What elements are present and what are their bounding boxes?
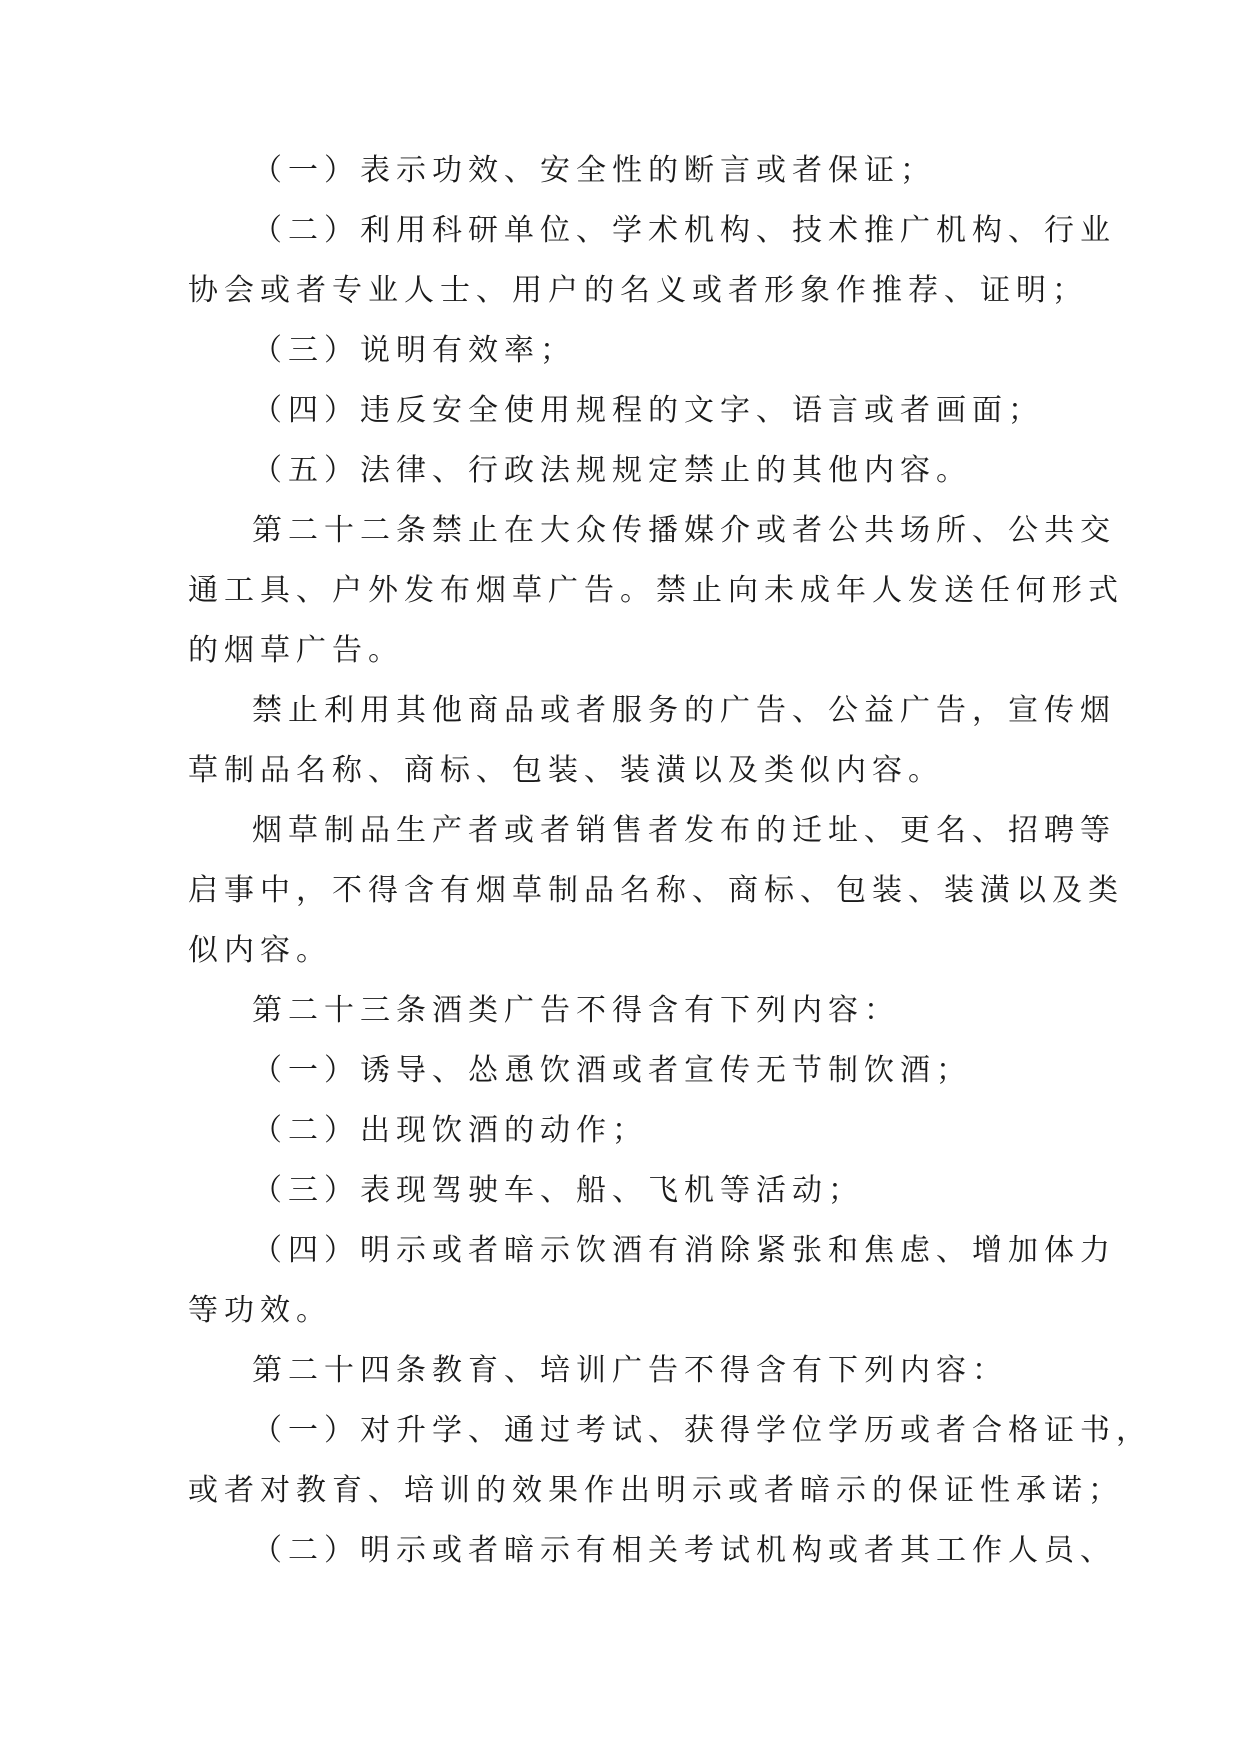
paragraph-line: 草制品名称、商标、包装、装潢以及类似内容。	[188, 753, 944, 788]
paragraph-line: （一）表示功效、安全性的断言或者保证；	[252, 153, 936, 188]
paragraph-line: （四）违反安全使用规程的文字、语言或者画面；	[252, 393, 1044, 428]
paragraph-line: 的烟草广告。	[188, 633, 404, 668]
paragraph-line: （三）表现驾驶车、船、飞机等活动；	[252, 1173, 864, 1208]
paragraph-line: 似内容。	[188, 933, 332, 968]
paragraph-line: （四）明示或者暗示饮酒有消除紧张和焦虑、增加体力	[252, 1233, 1116, 1268]
paragraph-line: （二）明示或者暗示有相关考试机构或者其工作人员、	[252, 1533, 1116, 1568]
document-page	[188, 141, 1152, 1581]
paragraph-line: （二）出现饮酒的动作；	[252, 1113, 648, 1148]
paragraph-line: 烟草制品生产者或者销售者发布的迁址、更名、招聘等	[252, 813, 1116, 848]
paragraph-line: 启事中，不得含有烟草制品名称、商标、包装、装潢以及类	[188, 873, 1124, 908]
paragraph-line: 协会或者专业人士、用户的名义或者形象作推荐、证明；	[188, 273, 1088, 308]
article-heading-line: 第二十三条酒类广告不得含有下列内容：	[252, 993, 900, 1028]
paragraph-line: （五）法律、行政法规规定禁止的其他内容。	[252, 453, 972, 488]
paragraph-line: （一）诱导、怂恿饮酒或者宣传无节制饮酒；	[252, 1053, 972, 1088]
paragraph-line: （一）对升学、通过考试、获得学位学历或者合格证书，	[252, 1413, 1152, 1448]
paragraph-line: 通工具、户外发布烟草广告。禁止向未成年人发送任何形式	[188, 573, 1124, 608]
paragraph-line: 等功效。	[188, 1293, 332, 1328]
article-heading-line: 第二十二条禁止在大众传播媒介或者公共场所、公共交	[252, 513, 1116, 548]
paragraph-line: 或者对教育、培训的效果作出明示或者暗示的保证性承诺；	[188, 1473, 1124, 1508]
paragraph-line: 禁止利用其他商品或者服务的广告、公益广告，宣传烟	[252, 693, 1116, 728]
article-heading-line: 第二十四条教育、培训广告不得含有下列内容：	[252, 1353, 1008, 1388]
paragraph-line: （三）说明有效率；	[252, 333, 576, 368]
paragraph-line: （二）利用科研单位、学术机构、技术推广机构、行业	[252, 213, 1116, 248]
